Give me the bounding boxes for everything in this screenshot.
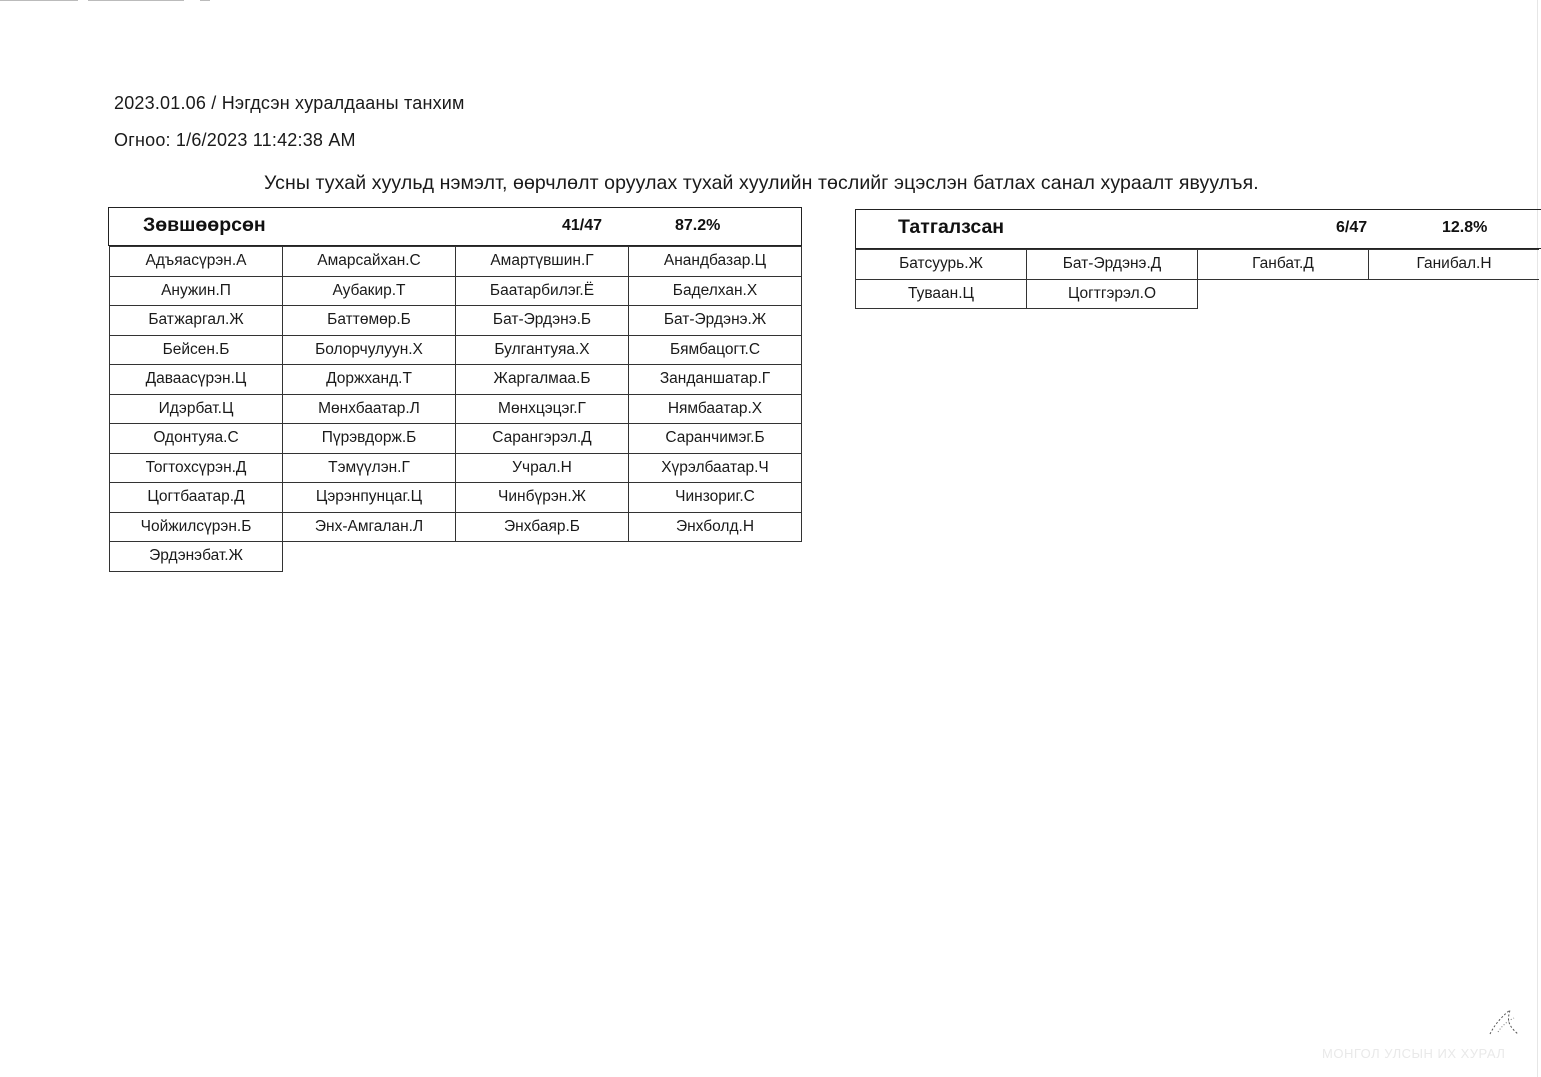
approved-member-name: Баатарбилэг.Ё	[456, 276, 629, 306]
approved-member-name: Адъяасүрэн.А	[110, 247, 283, 277]
table-row	[110, 306, 802, 336]
session-header: 2023.01.06 / Нэгдсэн хуралдааны танхим	[114, 93, 465, 113]
table-row	[110, 365, 802, 395]
empty-cell	[456, 542, 629, 572]
date-header: Огноо: 1/6/2023 11:42:38 AM	[114, 130, 356, 150]
approved-member-name: Мөнхцэцэг.Г	[456, 394, 629, 424]
emblem-logo-icon	[1484, 1004, 1524, 1040]
watermark-text: МОНГОЛ УЛСЫН ИХ ХУРАЛ	[1322, 1046, 1506, 1061]
approved-header	[108, 207, 802, 246]
approved-member-name: Эрдэнэбат.Ж	[110, 542, 283, 572]
approved-member-name: Тэмүүлэн.Г	[283, 453, 456, 483]
table-row	[856, 279, 1540, 309]
scan-edge	[1537, 0, 1538, 1077]
table-row	[110, 335, 802, 365]
approved-member-name: Бямбацогт.С	[629, 335, 802, 365]
table-row	[110, 483, 802, 513]
table-row	[110, 424, 802, 454]
approved-member-name: Цогтбаатар.Д	[110, 483, 283, 513]
empty-cell	[629, 542, 802, 572]
approved-member-name: Баделхан.Х	[629, 276, 802, 306]
approved-member-name: Чинбүрэн.Ж	[456, 483, 629, 513]
table-row	[110, 247, 802, 277]
approved-member-name: Аубакир.Т	[283, 276, 456, 306]
approved-member-name: Баттөмөр.Б	[283, 306, 456, 336]
approved-member-name: Даваасүрэн.Ц	[110, 365, 283, 395]
approved-member-name: Доржханд.Т	[283, 365, 456, 395]
empty-cell	[1198, 279, 1369, 309]
approved-member-name: Амартүвшин.Г	[456, 247, 629, 277]
approved-member-name: Булгантуяа.Х	[456, 335, 629, 365]
approved-member-name: Энх-Амгалан.Л	[283, 512, 456, 542]
rejected-count: 6/47	[1336, 219, 1368, 236]
approved-member-name: Анандбазар.Ц	[629, 247, 802, 277]
table-row	[110, 453, 802, 483]
approved-member-name: Саранчимэг.Б	[629, 424, 802, 454]
approved-member-name: Бат-Эрдэнэ.Ж	[629, 306, 802, 336]
table-row	[110, 512, 802, 542]
table-row	[856, 250, 1540, 280]
table-row	[110, 276, 802, 306]
approved-member-name: Бейсен.Б	[110, 335, 283, 365]
approved-member-name: Одонтуяа.С	[110, 424, 283, 454]
approved-member-name: Мөнхбаатар.Л	[283, 394, 456, 424]
approved-member-name: Жаргалмаа.Б	[456, 365, 629, 395]
rejected-member-name: Ганбат.Д	[1198, 250, 1369, 280]
approved-count: 41/47	[562, 217, 603, 234]
approved-member-name: Болорчулуун.Х	[283, 335, 456, 365]
rejected-header	[855, 209, 1541, 249]
rejected-member-name: Туваан.Ц	[856, 279, 1027, 309]
table-row	[110, 394, 802, 424]
rejected-member-name: Бат-Эрдэнэ.Д	[1027, 250, 1198, 280]
rejected-member-name: Батсуурь.Ж	[856, 250, 1027, 280]
approved-member-name: Анужин.П	[110, 276, 283, 306]
empty-cell	[283, 542, 456, 572]
rejected-label: Татгалзсан	[898, 216, 1005, 238]
approved-member-name: Нямбаатар.Х	[629, 394, 802, 424]
approved-member-name: Идэрбат.Ц	[110, 394, 283, 424]
rejected-member-name: Цогтгэрэл.О	[1027, 279, 1198, 309]
approved-member-name: Цэрэнпунцаг.Ц	[283, 483, 456, 513]
approved-member-name: Чойжилсүрэн.Б	[110, 512, 283, 542]
approved-member-name: Амарсайхан.С	[283, 247, 456, 277]
empty-cell	[1369, 279, 1540, 309]
approved-member-name: Учрал.Н	[456, 453, 629, 483]
approved-member-name: Сарангэрэл.Д	[456, 424, 629, 454]
approved-member-name: Энхбаяр.Б	[456, 512, 629, 542]
rejected-percent: 12.8%	[1442, 219, 1488, 236]
approved-member-name: Чинзориг.С	[629, 483, 802, 513]
approved-member-name: Бат-Эрдэнэ.Б	[456, 306, 629, 336]
approved-member-name: Пүрэвдорж.Б	[283, 424, 456, 454]
approved-label: Зөвшөөрсөн	[143, 214, 266, 236]
rejected-members-table	[855, 249, 1539, 309]
rejected-member-name: Ганибал.Н	[1369, 250, 1540, 280]
approved-percent: 87.2%	[675, 217, 721, 234]
motion-title: Усны тухай хуульд нэмэлт, өөрчлөлт оруулах тухай хуулийн төслийг эцэслэн батлах санал хураалт явуулъя.	[264, 172, 1259, 194]
table-row	[110, 542, 802, 572]
approved-member-name: Хүрэлбаатар.Ч	[629, 453, 802, 483]
approved-members-table	[109, 246, 802, 572]
approved-member-name: Батжаргал.Ж	[110, 306, 283, 336]
approved-member-name: Энхболд.Н	[629, 512, 802, 542]
approved-member-name: Тогтохсүрэн.Д	[110, 453, 283, 483]
approved-member-name: Занданшатар.Г	[629, 365, 802, 395]
